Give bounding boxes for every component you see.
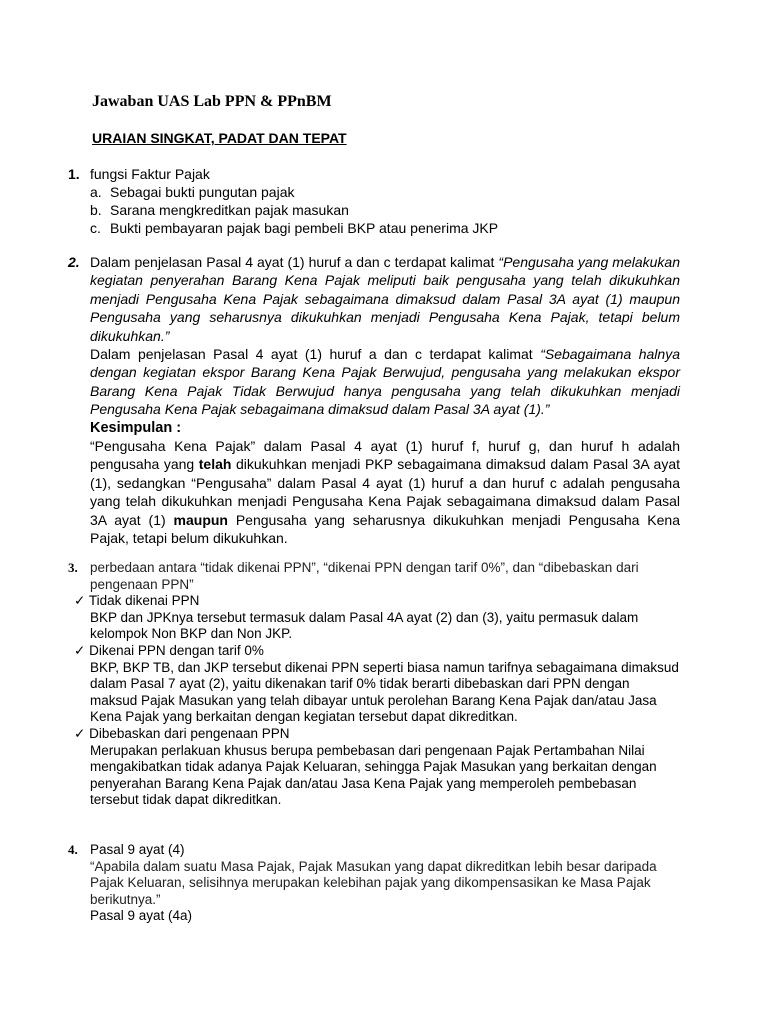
check-item xyxy=(74,726,680,743)
list-item-letter: c. xyxy=(90,220,101,236)
question-3-intro: perbedaan antara “tidak dikenai PPN”, “dikenai PPN dengan tarif 0%”, dan “dibebaskan dari pengenaan PPN” xyxy=(90,560,639,592)
list-item-text: Sebagai bukti pungutan pajak xyxy=(110,184,295,200)
kesimpulan-bold: maupun xyxy=(173,511,228,528)
paragraph-quote: “Sebagaimana halnya dengan kegiatan ekspor Barang Kena Pajak Berwujud, pengusaha yang melakukan ekspor Barang Kena Pajak Tidak Berwujud hanya pengusaha yang telah dikukuhkan menjadi Pengusaha Kena Pajak sebagaimana dimaksud dalam Pasal 3A ayat (1).” xyxy=(90,346,680,418)
kesimpulan-paragraph xyxy=(90,437,680,547)
check-item-text: BKP, BKP TB, dan JKP tersebut dikenai PPN seperti biasa namun tarifnya sebagaimana dimaksud dalam Pasal 7 ayat (2), yaitu dikenakan tarif 0% tidak berarti dibebaskan dari PPN dengan maksud Pajak Masukan yang telah dibayar untuk perolehan Barang Kena Pajak dan/atau Jasa Kena Pajak yang berkaitan dengan kegiatan tersebut dapat dikreditkan. xyxy=(90,659,679,725)
paragraph-quote: “Pengusaha yang melakukan kegiatan penyerahan Barang Kena Pajak meliputi baik pengusaha yang telah dikukuhkan menjadi Pengusaha Kena Pajak sebagaimana dimaksud dalam Pasal 3A ayat (1) maupun Pengusaha yang seharusnya dikukuhkan menjadi Pengusaha Kena Pajak, tetapi belum dikukuhkan.” xyxy=(90,254,680,344)
question-1-title: fungsi Faktur Pajak xyxy=(90,166,210,182)
paragraph xyxy=(90,345,680,419)
list-item-text: Sarana mengkreditkan pajak masukan xyxy=(110,202,349,218)
list-item-text: Bukti pembayaran pajak bagi pembeli BKP atau penerima JKP xyxy=(110,220,499,236)
list-item-letter: b. xyxy=(90,202,102,218)
question-1 xyxy=(68,165,688,237)
list-item xyxy=(90,201,688,219)
checkmark-icon: ✓ xyxy=(74,593,86,609)
question-2 xyxy=(68,253,680,548)
kesimpulan-text: dikukuhkan menjadi PKP sebagaimana dimaksud dalam Pasal 3A ayat (1), sedangkan “Pengusaha” dalam Pasal 4 ayat (1) huruf a dan huruf c adalah pengusaha yang telah dikukuhkan menjadi Pengusaha Kena Pajak sebagaimana dimaksud dalam Pasal 3A ayat (1) xyxy=(90,456,680,528)
question-2-number: 2. xyxy=(68,254,80,270)
question-2-body xyxy=(90,253,680,548)
question-1-number: 1. xyxy=(68,166,80,182)
question-4-quote: “Apabila dalam suatu Masa Pajak, Pajak Masukan yang dapat dikreditkan lebih besar daripada Pajak Keluaran, selisihnya merupakan kelebihan pajak yang dikompensasikan ke Masa Pajak berikutnya.” xyxy=(90,858,657,907)
check-item-label: Dibebaskan dari pengenaan PPN xyxy=(89,725,290,741)
question-4 xyxy=(68,842,680,925)
paragraph-lead: Dalam penjelasan Pasal 4 ayat (1) huruf a dan c terdapat kalimat xyxy=(90,346,541,363)
list-item-letter: a. xyxy=(90,184,102,200)
check-item xyxy=(74,593,680,610)
paragraph-lead: Dalam penjelasan Pasal 4 ayat (1) huruf a dan c terdapat kalimat xyxy=(90,254,499,270)
kesimpulan-label: Kesimpulan : xyxy=(90,419,182,436)
check-item-label: Tidak dikenai PPN xyxy=(88,593,200,609)
check-item-label: Dikenai PPN dengan tarif 0% xyxy=(89,642,264,658)
question-3-heading xyxy=(68,560,680,593)
list-item xyxy=(90,219,688,237)
question-4-subheading: Pasal 9 ayat (4a) xyxy=(90,908,193,924)
check-item-text: BKP dan JPKnya tersebut termasuk dalam Pasal 4A ayat (2) dan (3), yaitu permasuk dalam kelompok Non BKP dan Non JKP. xyxy=(90,609,639,642)
section-subtitle: URAIAN SINGKAT, PADAT DAN TEPAT xyxy=(92,130,347,146)
question-4-title: Pasal 9 ayat (4) xyxy=(90,842,185,857)
paragraph xyxy=(90,253,680,345)
list-item xyxy=(90,183,688,201)
question-4-number: 4. xyxy=(68,842,78,857)
checkmark-icon: ✓ xyxy=(74,725,86,741)
kesimpulan-text: Pengusaha yang seharusnya dikukuhkan menjadi Pengusaha Kena Pajak, tetapi belum dikukuhkan. xyxy=(90,511,681,547)
kesimpulan-bold: telah xyxy=(198,456,232,473)
question-3 xyxy=(68,560,680,809)
question-1-heading xyxy=(68,165,688,183)
page-title: Jawaban UAS Lab PPN & PPnBM xyxy=(92,93,332,110)
check-item-text: Merupakan perlakuan khusus berupa pembebasan dari pengenaan Pajak Pertambahan Nilai mengakibatkan tidak adanya Pajak Keluaran, sehingga Pajak Masukan yang berkaitan dengan penyerahan Barang Kena Pajak dan/atau Jasa Kena Pajak yang memperoleh pembebasan tersebut tidak dapat dikreditkan. xyxy=(90,742,657,808)
question-4-heading xyxy=(68,842,680,859)
checkmark-icon: ✓ xyxy=(74,642,86,658)
check-item xyxy=(74,643,680,660)
question-3-number: 3. xyxy=(68,560,78,575)
kesimpulan-text: “Pengusaha Kena Pajak” dalam Pasal 4 ayat (1) huruf f, huruf g, dan huruf h adalah pengusaha yang xyxy=(90,438,680,473)
